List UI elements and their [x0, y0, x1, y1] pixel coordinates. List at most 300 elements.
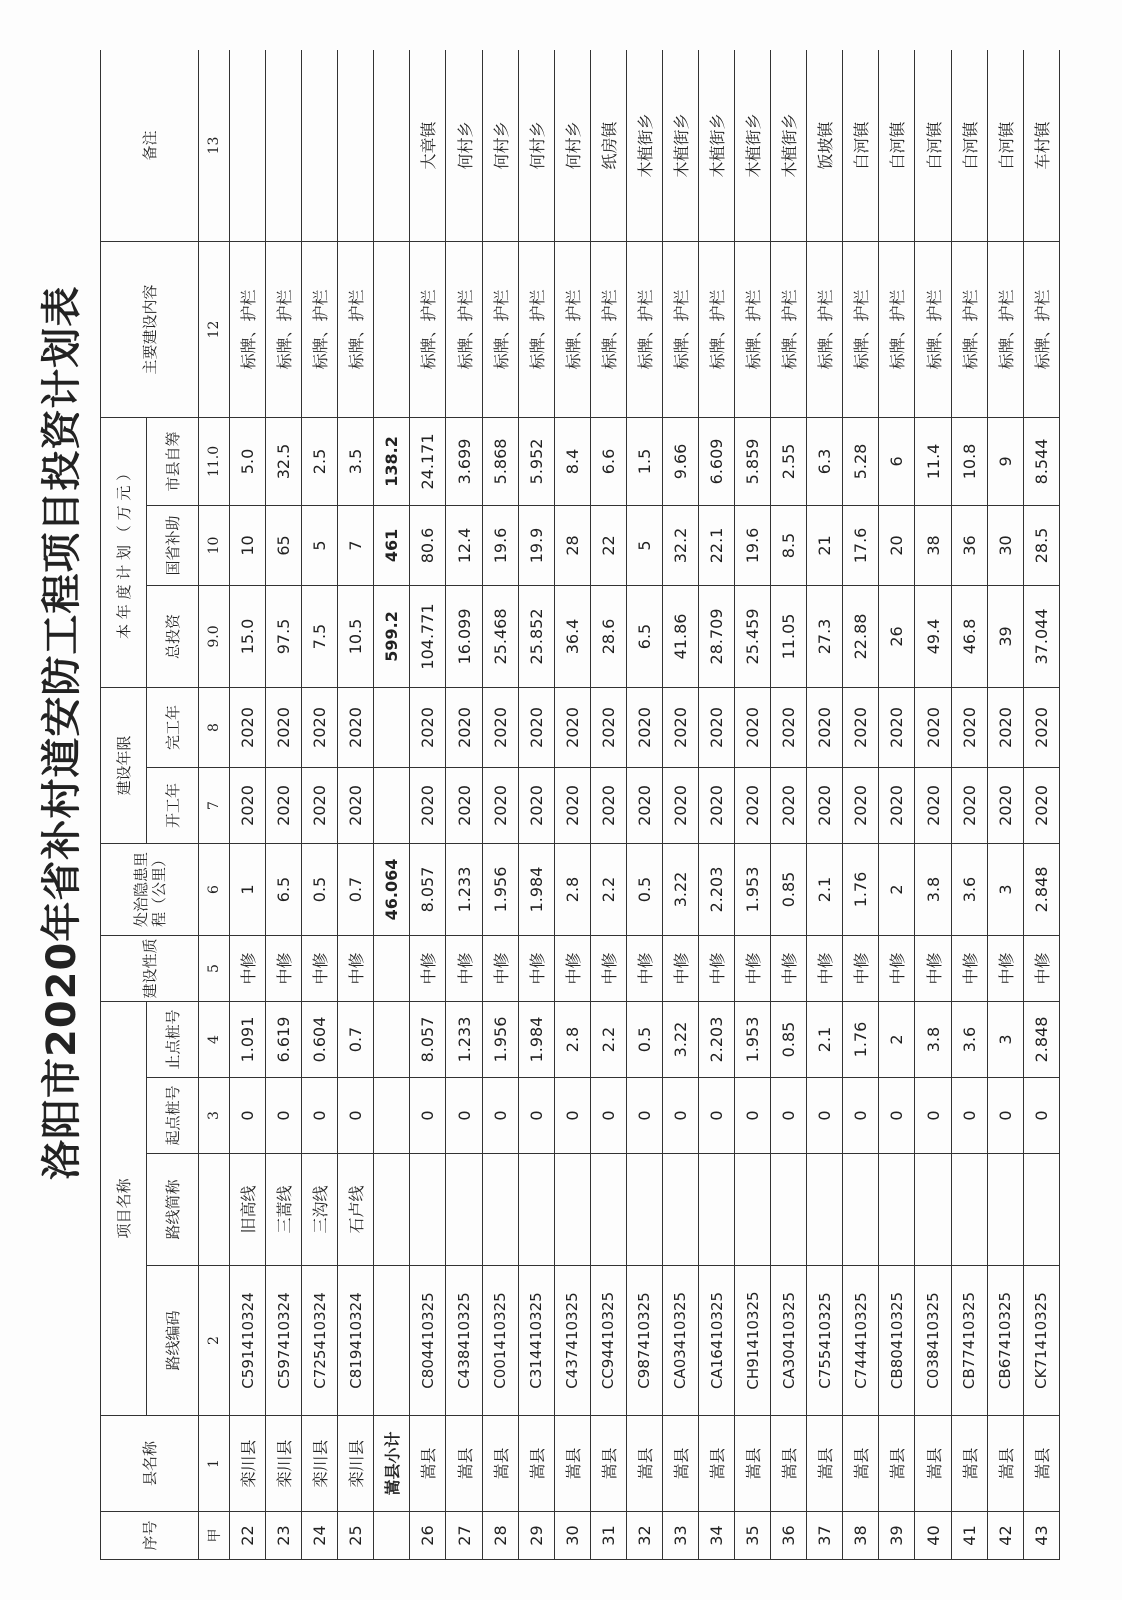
- cell-nature: 中修: [518, 935, 554, 1001]
- cell-start-stake: 0: [915, 1078, 951, 1154]
- cell-county: 嵩县: [915, 1416, 951, 1512]
- cell-route-short: [987, 1154, 1023, 1266]
- cell-start-stake: 0: [771, 1078, 807, 1154]
- header-start-year: 开工年: [147, 767, 199, 843]
- cell-county: 栾川县: [302, 1416, 338, 1512]
- cell-end-year: 2020: [338, 687, 374, 767]
- cell-end-year: 2020: [843, 687, 879, 767]
- cell-total: 104.771: [410, 585, 446, 687]
- table-row: [807, 50, 843, 1560]
- cell-county: 嵩县: [879, 1416, 915, 1512]
- cell-start-year: 2020: [590, 767, 626, 843]
- cell-route-short: [879, 1154, 915, 1266]
- cell-nature: 中修: [951, 935, 987, 1001]
- cell-nature: 中修: [987, 935, 1023, 1001]
- cell-remark: [230, 50, 266, 241]
- cell-start-stake: 0: [879, 1078, 915, 1154]
- cell-county: 嵩县: [987, 1416, 1023, 1512]
- cell-end-year: 2020: [302, 687, 338, 767]
- cell-mileage: 2.203: [699, 843, 735, 935]
- cell-subsidy: 28: [554, 505, 590, 585]
- table-row: [843, 50, 879, 1560]
- header-project-name: 项目名称: [101, 1001, 147, 1415]
- table-sheet: [100, 50, 1060, 1560]
- cell-seq: 23: [266, 1512, 302, 1560]
- cell-seq: 34: [699, 1512, 735, 1560]
- cell-remark: [266, 50, 302, 241]
- cell-content: 标牌、护栏: [735, 241, 771, 417]
- cell-end-year: 2020: [1023, 687, 1059, 767]
- cell-county: 嵩县: [590, 1416, 626, 1512]
- cell-mileage: 0.5: [626, 843, 662, 935]
- cell-route-code: CB80410325: [879, 1266, 915, 1416]
- cell-nature: 中修: [771, 935, 807, 1001]
- cell-county: 嵩县: [626, 1416, 662, 1512]
- cell-mileage: 6.5: [266, 843, 302, 935]
- cell-start-year: 2020: [410, 767, 446, 843]
- cell-content: 标牌、护栏: [482, 241, 518, 417]
- cell-start-stake: 0: [230, 1078, 266, 1154]
- cell-end-stake: 2.848: [1023, 1001, 1059, 1077]
- cell-self: 6: [879, 417, 915, 505]
- table-row: [446, 50, 482, 1560]
- table-row: [626, 50, 662, 1560]
- cell-subsidy: 36: [951, 505, 987, 585]
- cell-nature: 中修: [699, 935, 735, 1001]
- cell-remark: 木植街乡: [735, 50, 771, 241]
- cell-subsidy: 20: [879, 505, 915, 585]
- cell-remark: 白河镇: [843, 50, 879, 241]
- cell-end-year: 2020: [482, 687, 518, 767]
- cell-self: 2.55: [771, 417, 807, 505]
- cell-start-stake: 0: [410, 1078, 446, 1154]
- table-row: [230, 50, 266, 1560]
- cell-remark: 何村乡: [482, 50, 518, 241]
- cell-route-short: [915, 1154, 951, 1266]
- cell-self: 32.5: [266, 417, 302, 505]
- cell-subsidy: 22: [590, 505, 626, 585]
- header-self: 市县自筹: [147, 417, 199, 505]
- cell-self: 3.699: [446, 417, 482, 505]
- cell-route-short: 三蒿线: [266, 1154, 302, 1266]
- cell-route-code: CH91410325: [735, 1266, 771, 1416]
- cell-content: 标牌、护栏: [951, 241, 987, 417]
- cell-self: 8.544: [1023, 417, 1059, 505]
- header-subsidy: 国省补助: [147, 505, 199, 585]
- cell-county: 栾川县: [338, 1416, 374, 1512]
- cell-start-year: 2020: [302, 767, 338, 843]
- cell-remark: 何村乡: [446, 50, 482, 241]
- cell-self: 6.609: [699, 417, 735, 505]
- cell-end-stake: 8.057: [410, 1001, 446, 1077]
- cell-seq: 37: [807, 1512, 843, 1560]
- cell-subsidy: 8.5: [771, 505, 807, 585]
- cell-county: 嵩县: [699, 1416, 735, 1512]
- cell-end-stake: 1.953: [735, 1001, 771, 1077]
- cell-route-code: C001410325: [482, 1266, 518, 1416]
- cell-end-stake: 3.6: [951, 1001, 987, 1077]
- cell-end-year: 2020: [951, 687, 987, 767]
- table-rotated-container: [100, 50, 1060, 1560]
- index-cell: 甲: [199, 1512, 230, 1560]
- cell-route-short: [626, 1154, 662, 1266]
- cell-self: 10.8: [951, 417, 987, 505]
- cell-content: 标牌、护栏: [915, 241, 951, 417]
- cell-route-code: C314410325: [518, 1266, 554, 1416]
- cell-mileage: 2.8: [554, 843, 590, 935]
- cell-content: 标牌、护栏: [771, 241, 807, 417]
- table-row: [735, 50, 771, 1560]
- investment-plan-table: [100, 50, 1060, 1560]
- cell-total: 25.852: [518, 585, 554, 687]
- cell-seq: 29: [518, 1512, 554, 1560]
- cell-route-code: [374, 1266, 410, 1416]
- cell-nature: 中修: [915, 935, 951, 1001]
- cell-total: 22.88: [843, 585, 879, 687]
- index-cell: 8: [199, 687, 230, 767]
- cell-subsidy: 12.4: [446, 505, 482, 585]
- cell-route-short: [699, 1154, 735, 1266]
- cell-county: 栾川县: [230, 1416, 266, 1512]
- cell-nature: 中修: [626, 935, 662, 1001]
- cell-start-year: 2020: [915, 767, 951, 843]
- table-row: [987, 50, 1023, 1560]
- cell-end-stake: 3: [987, 1001, 1023, 1077]
- table-row: [915, 50, 951, 1560]
- cell-seq: 24: [302, 1512, 338, 1560]
- cell-total: 97.5: [266, 585, 302, 687]
- cell-route-code: C804410325: [410, 1266, 446, 1416]
- cell-seq: 25: [338, 1512, 374, 1560]
- cell-subsidy: 28.5: [1023, 505, 1059, 585]
- table-row: [951, 50, 987, 1560]
- cell-nature: 中修: [410, 935, 446, 1001]
- cell-subsidy: 5: [626, 505, 662, 585]
- cell-remark: 白河镇: [915, 50, 951, 241]
- cell-self: 6.3: [807, 417, 843, 505]
- cell-county: 嵩县: [843, 1416, 879, 1512]
- header-route-short: 路线简称: [147, 1154, 199, 1266]
- cell-county: 嵩县: [807, 1416, 843, 1512]
- cell-end-year: 2020: [807, 687, 843, 767]
- cell-route-short: [1023, 1154, 1059, 1266]
- cell-total: 28.709: [699, 585, 735, 687]
- cell-end-year: 2020: [230, 687, 266, 767]
- cell-route-code: C744410325: [843, 1266, 879, 1416]
- cell-total: 46.8: [951, 585, 987, 687]
- cell-end-stake: 2: [879, 1001, 915, 1077]
- cell-route-short: [843, 1154, 879, 1266]
- cell-self: 11.4: [915, 417, 951, 505]
- cell-end-stake: 2.2: [590, 1001, 626, 1077]
- cell-end-stake: 1.984: [518, 1001, 554, 1077]
- cell-subsidy: 17.6: [843, 505, 879, 585]
- cell-seq: 43: [1023, 1512, 1059, 1560]
- cell-content: 标牌、护栏: [987, 241, 1023, 417]
- header-county: 县名称: [101, 1416, 199, 1512]
- table-row: [771, 50, 807, 1560]
- cell-self: 5.28: [843, 417, 879, 505]
- cell-content: 标牌、护栏: [590, 241, 626, 417]
- index-cell: 5: [199, 935, 230, 1001]
- cell-remark: 木植街乡: [662, 50, 698, 241]
- cell-mileage: 1.984: [518, 843, 554, 935]
- cell-route-short: 三沟线: [302, 1154, 338, 1266]
- cell-seq: 33: [662, 1512, 698, 1560]
- index-cell: 13: [199, 50, 230, 241]
- table-row: [410, 50, 446, 1560]
- cell-total: 7.5: [302, 585, 338, 687]
- index-cell: 7: [199, 767, 230, 843]
- cell-remark: 饭坡镇: [807, 50, 843, 241]
- cell-self: 3.5: [338, 417, 374, 505]
- cell-seq: 40: [915, 1512, 951, 1560]
- cell-self: 6.6: [590, 417, 626, 505]
- cell-seq: 30: [554, 1512, 590, 1560]
- cell-county: 嵩县: [735, 1416, 771, 1512]
- cell-route-code: C819410324: [338, 1266, 374, 1416]
- cell-nature: [374, 935, 410, 1001]
- cell-end-year: 2020: [879, 687, 915, 767]
- cell-nature: 中修: [338, 935, 374, 1001]
- cell-route-code: CB77410325: [951, 1266, 987, 1416]
- cell-start-year: 2020: [843, 767, 879, 843]
- cell-route-code: C755410325: [807, 1266, 843, 1416]
- cell-subsidy: 21: [807, 505, 843, 585]
- cell-county: 嵩县: [554, 1416, 590, 1512]
- cell-seq: 41: [951, 1512, 987, 1560]
- cell-subsidy: 19.6: [482, 505, 518, 585]
- cell-remark: 何村乡: [554, 50, 590, 241]
- cell-content: 标牌、护栏: [518, 241, 554, 417]
- cell-content: 标牌、护栏: [807, 241, 843, 417]
- cell-end-stake: 3.8: [915, 1001, 951, 1077]
- cell-route-short: [662, 1154, 698, 1266]
- cell-start-year: 2020: [771, 767, 807, 843]
- cell-seq: 42: [987, 1512, 1023, 1560]
- cell-remark: 纸房镇: [590, 50, 626, 241]
- header-years: 建设年限: [101, 687, 147, 843]
- cell-start-stake: 0: [699, 1078, 735, 1154]
- cell-start-year: 2020: [338, 767, 374, 843]
- header-remark: 备注: [101, 50, 199, 241]
- cell-subsidy: 30: [987, 505, 1023, 585]
- cell-remark: 车村镇: [1023, 50, 1059, 241]
- cell-route-code: CA16410325: [699, 1266, 735, 1416]
- cell-end-stake: [374, 1001, 410, 1077]
- cell-self: 1.5: [626, 417, 662, 505]
- table-row: [482, 50, 518, 1560]
- cell-subsidy: 10: [230, 505, 266, 585]
- cell-remark: 白河镇: [951, 50, 987, 241]
- cell-subsidy: 80.6: [410, 505, 446, 585]
- cell-start-stake: 0: [338, 1078, 374, 1154]
- header-route-code: 路线编码: [147, 1266, 199, 1416]
- cell-content: 标牌、护栏: [662, 241, 698, 417]
- cell-route-short: 石卢线: [338, 1154, 374, 1266]
- cell-total: 15.0: [230, 585, 266, 687]
- cell-remark: 何村乡: [518, 50, 554, 241]
- cell-county: 嵩县: [1023, 1416, 1059, 1512]
- cell-start-year: 2020: [266, 767, 302, 843]
- cell-mileage: 8.057: [410, 843, 446, 935]
- cell-route-short: 旧高线: [230, 1154, 266, 1266]
- cell-seq: 38: [843, 1512, 879, 1560]
- cell-seq: 27: [446, 1512, 482, 1560]
- cell-nature: 中修: [735, 935, 771, 1001]
- cell-route-short: [590, 1154, 626, 1266]
- cell-mileage: 0.7: [338, 843, 374, 935]
- cell-start-year: 2020: [230, 767, 266, 843]
- cell-nature: 中修: [807, 935, 843, 1001]
- cell-self: 2.5: [302, 417, 338, 505]
- cell-start-stake: 0: [807, 1078, 843, 1154]
- cell-end-year: 2020: [266, 687, 302, 767]
- cell-subsidy: 5: [302, 505, 338, 585]
- cell-mileage: 1.956: [482, 843, 518, 935]
- cell-nature: 中修: [302, 935, 338, 1001]
- table-body: [230, 50, 1060, 1560]
- cell-seq: 35: [735, 1512, 771, 1560]
- cell-total: 27.3: [807, 585, 843, 687]
- cell-end-year: 2020: [446, 687, 482, 767]
- cell-self: 5.859: [735, 417, 771, 505]
- cell-nature: 中修: [590, 935, 626, 1001]
- cell-start-stake: 0: [590, 1078, 626, 1154]
- cell-seq: 39: [879, 1512, 915, 1560]
- table-row: [266, 50, 302, 1560]
- cell-remark: 木植街乡: [626, 50, 662, 241]
- cell-content: [374, 241, 410, 417]
- cell-remark: [338, 50, 374, 241]
- index-row: [199, 50, 230, 1560]
- cell-start-stake: [374, 1078, 410, 1154]
- cell-start-year: 2020: [807, 767, 843, 843]
- cell-subsidy: 65: [266, 505, 302, 585]
- cell-content: 标牌、护栏: [626, 241, 662, 417]
- cell-total: 25.459: [735, 585, 771, 687]
- index-cell: [199, 1154, 230, 1266]
- cell-self: 9: [987, 417, 1023, 505]
- cell-route-short: [518, 1154, 554, 1266]
- cell-end-stake: 1.956: [482, 1001, 518, 1077]
- cell-self: 5.952: [518, 417, 554, 505]
- cell-end-year: 2020: [699, 687, 735, 767]
- cell-mileage: 3.8: [915, 843, 951, 935]
- cell-start-year: 2020: [987, 767, 1023, 843]
- cell-start-stake: 0: [987, 1078, 1023, 1154]
- cell-end-stake: 1.091: [230, 1001, 266, 1077]
- cell-mileage: 2.1: [807, 843, 843, 935]
- cell-county: 嵩县: [771, 1416, 807, 1512]
- cell-route-code: C438410325: [446, 1266, 482, 1416]
- index-cell: 10: [199, 505, 230, 585]
- cell-mileage: 46.064: [374, 843, 410, 935]
- cell-seq: 22: [230, 1512, 266, 1560]
- cell-remark: 木植街乡: [771, 50, 807, 241]
- cell-county: 嵩县: [662, 1416, 698, 1512]
- cell-content: 标牌、护栏: [230, 241, 266, 417]
- cell-end-year: 2020: [410, 687, 446, 767]
- table-row: [518, 50, 554, 1560]
- cell-start-stake: 0: [626, 1078, 662, 1154]
- cell-mileage: 2.848: [1023, 843, 1059, 935]
- cell-self: 5.0: [230, 417, 266, 505]
- header-total: 总投资: [147, 585, 199, 687]
- cell-end-stake: 1.233: [446, 1001, 482, 1077]
- cell-route-code: CA03410325: [662, 1266, 698, 1416]
- cell-start-year: 2020: [735, 767, 771, 843]
- subtotal-row: [374, 50, 410, 1560]
- cell-remark: 白河镇: [879, 50, 915, 241]
- cell-end-stake: 2.1: [807, 1001, 843, 1077]
- cell-end-year: 2020: [771, 687, 807, 767]
- index-cell: 11.0: [199, 417, 230, 505]
- cell-subsidy: 19.9: [518, 505, 554, 585]
- cell-seq: 31: [590, 1512, 626, 1560]
- cell-nature: 中修: [482, 935, 518, 1001]
- cell-content: 标牌、护栏: [843, 241, 879, 417]
- cell-start-year: 2020: [662, 767, 698, 843]
- table-row: [879, 50, 915, 1560]
- cell-route-code: C038410325: [915, 1266, 951, 1416]
- cell-mileage: 0.5: [302, 843, 338, 935]
- cell-subsidy: 7: [338, 505, 374, 585]
- cell-route-code: CC94410325: [590, 1266, 626, 1416]
- cell-content: 标牌、护栏: [879, 241, 915, 417]
- index-cell: 3: [199, 1078, 230, 1154]
- cell-start-stake: 0: [554, 1078, 590, 1154]
- cell-nature: 中修: [554, 935, 590, 1001]
- cell-remark: 白河镇: [987, 50, 1023, 241]
- cell-seq: 26: [410, 1512, 446, 1560]
- cell-content: 标牌、护栏: [302, 241, 338, 417]
- cell-start-stake: 0: [266, 1078, 302, 1154]
- cell-end-year: 2020: [915, 687, 951, 767]
- page-title: 洛阳市2020年省补村道安防工程项目投资计划表: [39, 285, 85, 1180]
- index-cell: 6: [199, 843, 230, 935]
- cell-remark: [374, 50, 410, 241]
- cell-self: 24.171: [410, 417, 446, 505]
- cell-nature: 中修: [266, 935, 302, 1001]
- cell-start-year: 2020: [699, 767, 735, 843]
- cell-end-year: 2020: [735, 687, 771, 767]
- cell-end-year: 2020: [662, 687, 698, 767]
- cell-start-stake: 0: [951, 1078, 987, 1154]
- header-mileage: 处治隐患里程（公里）: [101, 843, 199, 935]
- cell-total: 6.5: [626, 585, 662, 687]
- cell-total: 36.4: [554, 585, 590, 687]
- cell-total: 26: [879, 585, 915, 687]
- header-nature: 建设性质: [101, 935, 199, 1001]
- table-row: [699, 50, 735, 1560]
- cell-nature: 中修: [843, 935, 879, 1001]
- cell-route-short: [554, 1154, 590, 1266]
- cell-subsidy: 22.1: [699, 505, 735, 585]
- table-header: [101, 50, 230, 1560]
- cell-nature: 中修: [230, 935, 266, 1001]
- cell-start-stake: 0: [446, 1078, 482, 1154]
- cell-end-stake: 2.203: [699, 1001, 735, 1077]
- cell-start-year: [374, 767, 410, 843]
- cell-self: 8.4: [554, 417, 590, 505]
- cell-seq: 36: [771, 1512, 807, 1560]
- cell-subsidy: 19.6: [735, 505, 771, 585]
- cell-end-stake: 6.619: [266, 1001, 302, 1077]
- table-row: [590, 50, 626, 1560]
- cell-start-year: 2020: [626, 767, 662, 843]
- cell-content: 标牌、护栏: [1023, 241, 1059, 417]
